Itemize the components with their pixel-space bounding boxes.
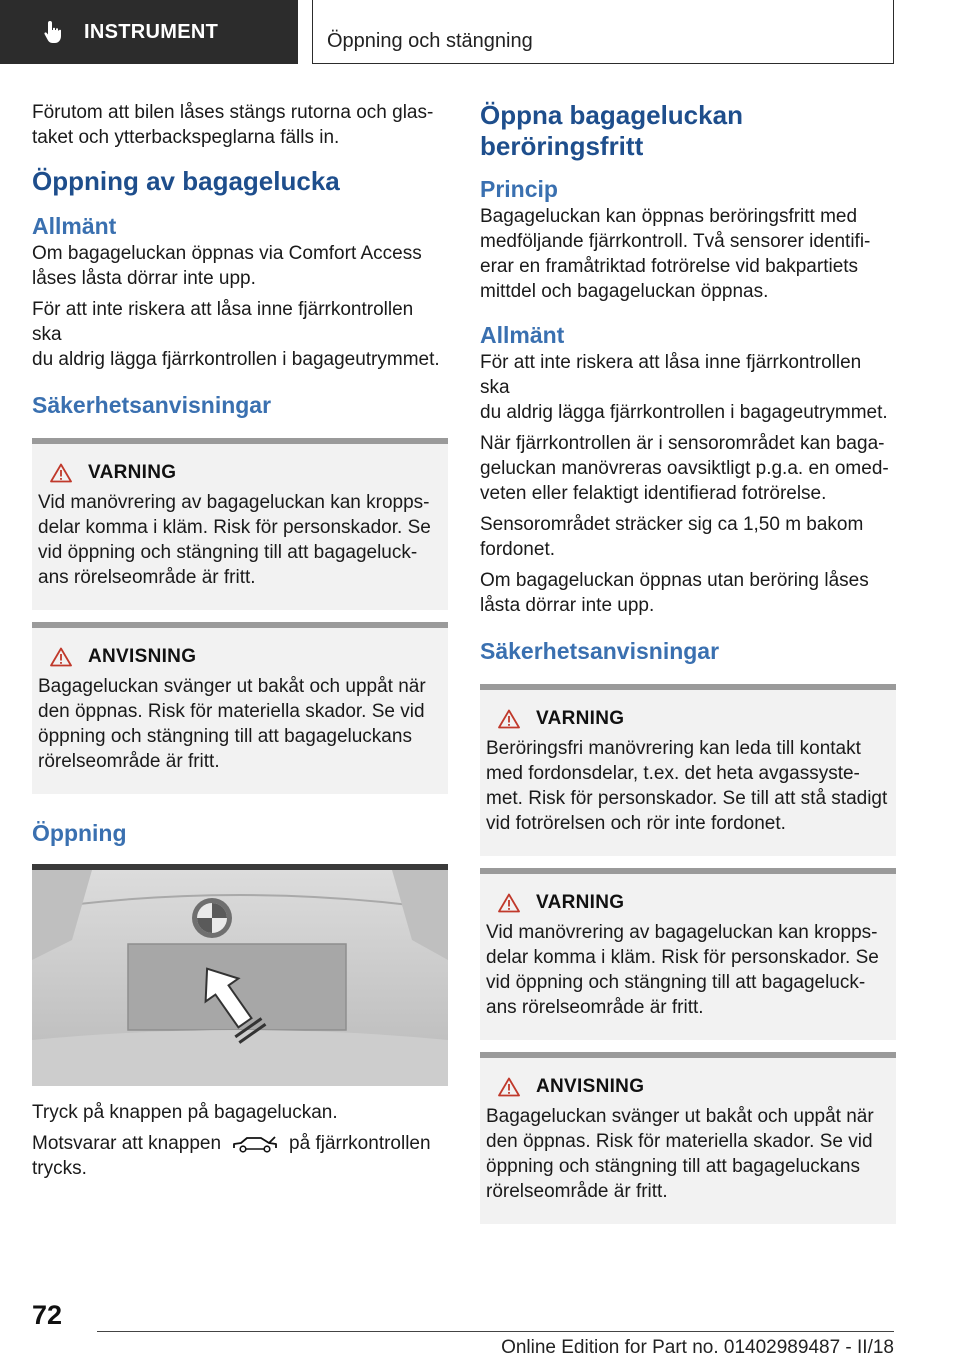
notice-title: ANVISNING <box>536 1076 645 1097</box>
heading-opening: Öppning <box>32 820 127 846</box>
press-button-text: Tryck på knappen på bagageluckan. <box>32 1102 338 1123</box>
warning-triangle-icon <box>498 1077 520 1097</box>
page-header <box>0 0 960 66</box>
left-column <box>32 100 448 1187</box>
notice-box <box>480 1052 896 1224</box>
intro-paragraph: Förutom att bilen låses stängs rutorna och glas- taket och ytterbackspeglarna fälls in. <box>32 102 434 148</box>
footer-divider <box>97 1331 894 1332</box>
notice-box <box>32 622 448 794</box>
trunk-illustration <box>32 870 448 1086</box>
principle-paragraph: Bagageluckan kan öppnas beröringsfritt med medföljande fjärrkontroll. Två sensorer identifi- erar en framåtriktad fotrörelse vid bakpartiets mittdel och bagageluckan öppnas. <box>480 206 871 302</box>
section-label: INSTRUMENT <box>84 20 219 43</box>
warning-text: Vid manövrering av bagageluckan kan kropps- delar komma i kläm. Risk för personskador. Se vid öppning och stängning till att bagageluck- ans rörelseområde är fritt. <box>486 922 879 1018</box>
remote-equivalent-text: Motsvarar att knappen på fjärrkontrollen trycks. <box>32 1133 431 1179</box>
warning-title: VARNING <box>536 708 625 729</box>
warning-box <box>480 684 896 856</box>
general-paragraph-3: Sensorområdet sträcker sig ca 1,50 m bakom fordonet. <box>480 514 864 560</box>
heading-safety: Säkerhetsanvisningar <box>480 638 720 664</box>
car-trunk-icon <box>231 1132 279 1156</box>
heading-general: Allmänt <box>32 213 117 239</box>
right-column <box>480 100 896 1224</box>
warning-triangle-icon <box>498 709 520 729</box>
warning-text: Vid manövrering av bagageluckan kan kropps- delar komma i kläm. Risk för personskador. Se vid öppning och stängning till att bagageluck- ans rörelseområde är fritt. <box>38 492 431 588</box>
chapter-label: Öppning och stängning <box>327 30 533 52</box>
hand-pointer-icon <box>40 19 66 45</box>
notice-title: ANVISNING <box>88 646 197 667</box>
warning-box <box>32 438 448 610</box>
warning-title: VARNING <box>536 892 625 913</box>
general-paragraph-2: För att inte riskera att låsa inne fjärrkontrollen ska du aldrig lägga fjärrkontrollen i bagageutrymmet. <box>32 299 440 370</box>
chapter-tab[interactable] <box>312 0 894 64</box>
notice-text: Bagageluckan svänger ut bakåt och uppåt när den öppnas. Risk för materiella skador. Se vid öppning och stängning till att bagageluckans rörelseområde är fritt. <box>486 1106 874 1202</box>
heading-opening-trunk: Öppning av bagagelucka <box>32 166 340 196</box>
general-paragraph-2: När fjärrkontrollen är i sensorområdet kan baga- geluckan manövreras oavsiktligt p.g.a. en omed- veten eller felaktigt identifierad fotrörelse. <box>480 433 889 504</box>
general-paragraph-1: Om bagageluckan öppnas via Comfort Access låses låsta dörrar inte upp. <box>32 243 422 289</box>
edition-text: Online Edition for Part no. 01402989487 - II/18 <box>501 1337 894 1358</box>
notice-text: Bagageluckan svänger ut bakåt och uppåt när den öppnas. Risk för materiella skador. Se vid öppning och stängning till att bagageluckans rörelseområde är fritt. <box>38 676 426 772</box>
warning-box <box>480 868 896 1040</box>
warning-text: Beröringsfri manövrering kan leda till kontakt med fordonsdelar, t.ex. det heta avgassyste- met. Risk för personskador. Se till att stå stadigt vid fotrörelsen och rör inte fordonet. <box>486 738 888 834</box>
heading-touchless-opening: Öppna bagageluckan beröringsfritt <box>480 100 743 161</box>
section-tab[interactable] <box>0 0 298 64</box>
warning-triangle-icon <box>50 463 72 483</box>
trunk-photo <box>32 864 448 1086</box>
heading-safety: Säkerhetsanvisningar <box>32 392 272 418</box>
heading-principle: Princip <box>480 176 558 202</box>
warning-title: VARNING <box>88 462 177 483</box>
warning-triangle-icon <box>498 893 520 913</box>
page-number: 72 <box>32 1300 63 1330</box>
general-paragraph-1: För att inte riskera att låsa inne fjärrkontrollen ska du aldrig lägga fjärrkontrollen i bagageutrymmet. <box>480 352 888 423</box>
heading-general: Allmänt <box>480 322 565 348</box>
general-paragraph-4: Om bagageluckan öppnas utan beröring låses låsta dörrar inte upp. <box>480 570 869 616</box>
warning-triangle-icon <box>50 647 72 667</box>
